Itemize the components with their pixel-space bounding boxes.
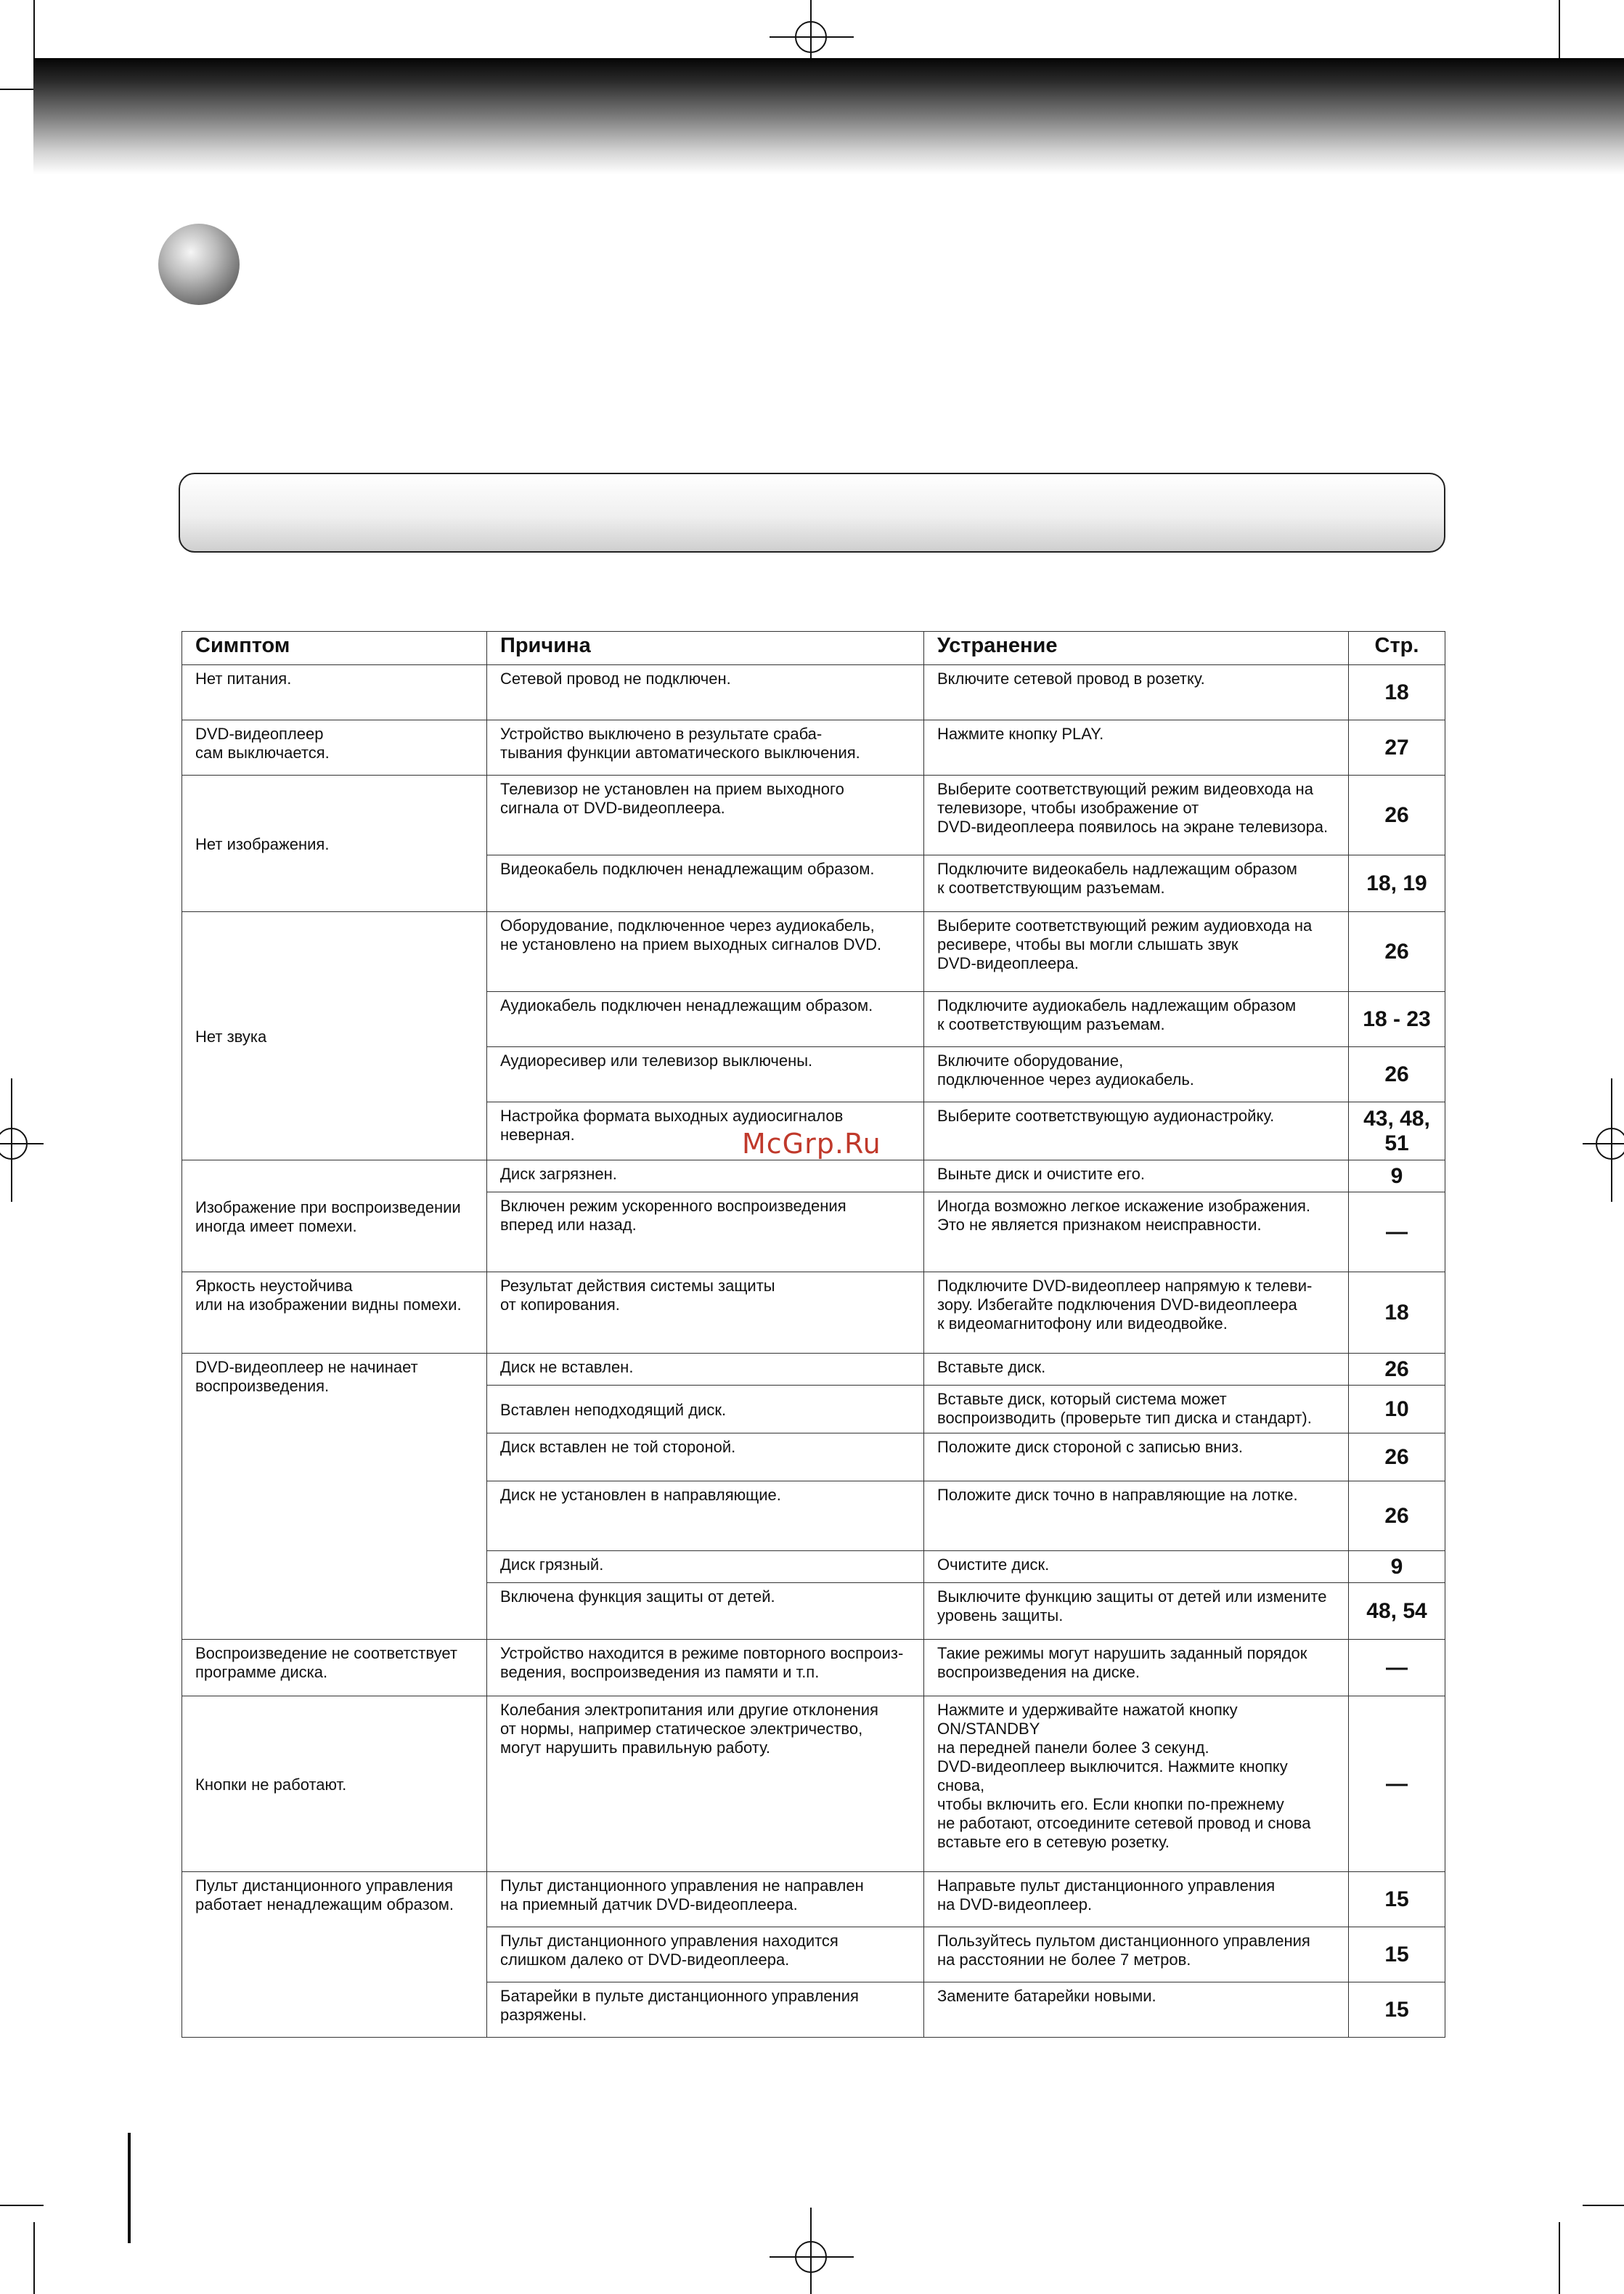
remedy-cell: Нажмите и удерживайте нажатой кнопку ON/STANDBY на передней панели более 3 секунд. DVD-видеоплеер выключится. Нажмите кнопку снова, чтобы включить его. Если кнопки по-прежнему не работают, отсоедините сетевой провод и снова вставьте его в сетевую розетку. (924, 1696, 1349, 1872)
cause-cell: Аудиокабель подключен ненадлежащим образом. (487, 992, 924, 1047)
cause-cell: Сетевой провод не подключен. (487, 665, 924, 720)
crop-mark (770, 2256, 854, 2258)
symptom-cell: Нет питания. (182, 665, 487, 720)
remedy-cell: Пользуйтесь пультом дистанционного управления на расстоянии не более 7 метров. (924, 1927, 1349, 1982)
table-row (182, 1272, 1445, 1354)
remedy-cell: Иногда возможно легкое искажение изображения. Это не является признаком неисправности. (924, 1192, 1349, 1272)
header-page: Стр. (1349, 632, 1445, 665)
page-ref: 9 (1349, 1551, 1445, 1583)
symptom-cell: Воспроизведение не соответствует программе диска. (182, 1640, 487, 1696)
remedy-cell: Положите диск точно в направляющие на лотке. (924, 1481, 1349, 1551)
cause-cell: Включена функция защиты от детей. (487, 1583, 924, 1640)
crop-mark (1611, 1078, 1612, 1202)
cause-cell: Вставлен неподходящий диск. (487, 1386, 924, 1433)
page-ref: 43, 48, 51 (1349, 1102, 1445, 1160)
remedy-cell: Выключите функцию защиты от детей или измените уровень защиты. (924, 1583, 1349, 1640)
symptom-cell: Яркость неустойчива или на изображении видны помехи. (182, 1272, 487, 1354)
remedy-cell: Замените батарейки новыми. (924, 1982, 1349, 2038)
page-ref: 26 (1349, 1354, 1445, 1386)
page-ref: 10 (1349, 1386, 1445, 1433)
cause-cell: Устройство выключено в результате сраба- тывания функции автоматического выключения. (487, 720, 924, 776)
remedy-cell: Выберите соответствующий режим видеовхода на телевизоре, чтобы изображение от DVD-видеоплеера появилось на экране телевизора. (924, 776, 1349, 855)
page-ref: 18 (1349, 1272, 1445, 1354)
remedy-cell: Вставьте диск, который система может воспроизводить (проверьте тип диска и стандарт). (924, 1386, 1349, 1433)
troubleshooting-table (181, 631, 1445, 2038)
remedy-cell: Очистите диск. (924, 1551, 1349, 1583)
table-row (182, 1640, 1445, 1696)
cause-cell: Аудиоресивер или телевизор выключены. (487, 1047, 924, 1102)
crop-mark (11, 1078, 12, 1202)
symptom-cell: DVD-видеоплеер не начинает воспроизведения. (182, 1354, 487, 1640)
page-ref: — (1349, 1192, 1445, 1272)
symptom-cell: DVD-видеоплеер сам выключается. (182, 720, 487, 776)
watermark-text: McGrp.Ru (742, 1128, 881, 1160)
crop-mark (33, 2222, 35, 2294)
symptom-cell: Изображение при воспроизведении иногда имеет помехи. (182, 1160, 487, 1272)
page-ref: 9 (1349, 1160, 1445, 1192)
cause-cell: Колебания электропитания или другие отклонения от нормы, например статическое электричество, могут нарушить правильную работу. (487, 1696, 924, 1872)
remedy-cell: Положите диск стороной с записью вниз. (924, 1433, 1349, 1481)
crop-mark (770, 36, 854, 38)
page-ref: 15 (1349, 1927, 1445, 1982)
crop-mark (0, 89, 33, 90)
table-row (182, 776, 1445, 855)
table-row (182, 1354, 1445, 1386)
page-ref: 18, 19 (1349, 855, 1445, 912)
remedy-cell: Включите оборудование, подключенное через аудиокабель. (924, 1047, 1349, 1102)
cause-cell: Диск грязный. (487, 1551, 924, 1583)
table-row (182, 665, 1445, 720)
header-symptom: Симптом (182, 632, 487, 665)
symptom-cell: Нет звука (182, 912, 487, 1160)
remedy-cell: Нажмите кнопку PLAY. (924, 720, 1349, 776)
table-row (182, 1872, 1445, 1927)
section-bullet-icon (158, 224, 240, 305)
crop-mark (810, 2208, 812, 2294)
table-row (182, 1696, 1445, 1872)
table-row (182, 1160, 1445, 1192)
page-ref: 26 (1349, 1481, 1445, 1551)
remedy-cell: Подключите видеокабель надлежащим образом к соответствующим разъемам. (924, 855, 1349, 912)
page-ref: 26 (1349, 776, 1445, 855)
crop-mark (1583, 1143, 1624, 1144)
crop-mark (1583, 2205, 1624, 2206)
cause-cell: Диск вставлен не той стороной. (487, 1433, 924, 1481)
remedy-cell: Такие режимы могут нарушить заданный порядок воспроизведения на диске. (924, 1640, 1349, 1696)
cause-cell: Результат действия системы защиты от копирования. (487, 1272, 924, 1354)
page-ref: 15 (1349, 1982, 1445, 2038)
crop-mark (1559, 2222, 1560, 2294)
cause-cell: Настройка формата выходных аудиосигналов неверная. (487, 1102, 924, 1160)
cause-cell: Оборудование, подключенное через аудиокабель, не установлено на прием выходных сигналов DVD. (487, 912, 924, 992)
page-ref: 48, 54 (1349, 1583, 1445, 1640)
remedy-cell: Включите сетевой провод в розетку. (924, 665, 1349, 720)
page-ref: — (1349, 1696, 1445, 1872)
crop-mark (0, 2205, 44, 2206)
symptom-cell: Кнопки не работают. (182, 1696, 487, 1872)
page-edge-bar (128, 2133, 131, 2243)
page-ref: 18 - 23 (1349, 992, 1445, 1047)
cause-cell: Батарейки в пульте дистанционного управления разряжены. (487, 1982, 924, 2038)
remedy-cell: Подключите DVD-видеоплеер напрямую к телеви- зору. Избегайте подключения DVD-видеоплеера к видеомагнитофону или видеодвойке. (924, 1272, 1349, 1354)
cause-cell: Включен режим ускоренного воспроизведения вперед или назад. (487, 1192, 924, 1272)
page-ref: — (1349, 1640, 1445, 1696)
remedy-cell: Выньте диск и очистите его. (924, 1160, 1349, 1192)
page-ref: 15 (1349, 1872, 1445, 1927)
section-title-box (179, 473, 1445, 553)
remedy-cell: Выберите соответствующую аудионастройку. (924, 1102, 1349, 1160)
crop-mark (0, 1143, 44, 1144)
cause-cell: Пульт дистанционного управления находится слишком далеко от DVD-видеоплеера. (487, 1927, 924, 1982)
page-ref: 27 (1349, 720, 1445, 776)
remedy-cell: Подключите аудиокабель надлежащим образом к соответствующим разъемам. (924, 992, 1349, 1047)
remedy-cell: Вставьте диск. (924, 1354, 1349, 1386)
cause-cell: Диск загрязнен. (487, 1160, 924, 1192)
page-ref: 26 (1349, 1433, 1445, 1481)
page-ref: 26 (1349, 1047, 1445, 1102)
cause-cell: Телевизор не установлен на прием выходного сигнала от DVD-видеоплеера. (487, 776, 924, 855)
table-row (182, 912, 1445, 992)
symptom-cell: Пульт дистанционного управления работает ненадлежащим образом. (182, 1872, 487, 2038)
table-header-row (182, 632, 1445, 665)
cause-cell: Видеокабель подключен ненадлежащим образом. (487, 855, 924, 912)
page-ref: 18 (1349, 665, 1445, 720)
remedy-cell: Выберите соответствующий режим аудиовхода на ресивере, чтобы вы могли слышать звук DVD-видеоплеера. (924, 912, 1349, 992)
cause-cell: Пульт дистанционного управления не направлен на приемный датчик DVD-видеоплеера. (487, 1872, 924, 1927)
symptom-cell: Нет изображения. (182, 776, 487, 912)
header-remedy: Устранение (924, 632, 1349, 665)
header-cause: Причина (487, 632, 924, 665)
header-banner (33, 58, 1624, 174)
cause-cell: Диск не установлен в направляющие. (487, 1481, 924, 1551)
page-ref: 26 (1349, 912, 1445, 992)
cause-cell: Диск не вставлен. (487, 1354, 924, 1386)
remedy-cell: Направьте пульт дистанционного управления на DVD-видеоплеер. (924, 1872, 1349, 1927)
table-row (182, 720, 1445, 776)
cause-cell: Устройство находится в режиме повторного воспроиз- ведения, воспроизведения из памяти и т.п. (487, 1640, 924, 1696)
